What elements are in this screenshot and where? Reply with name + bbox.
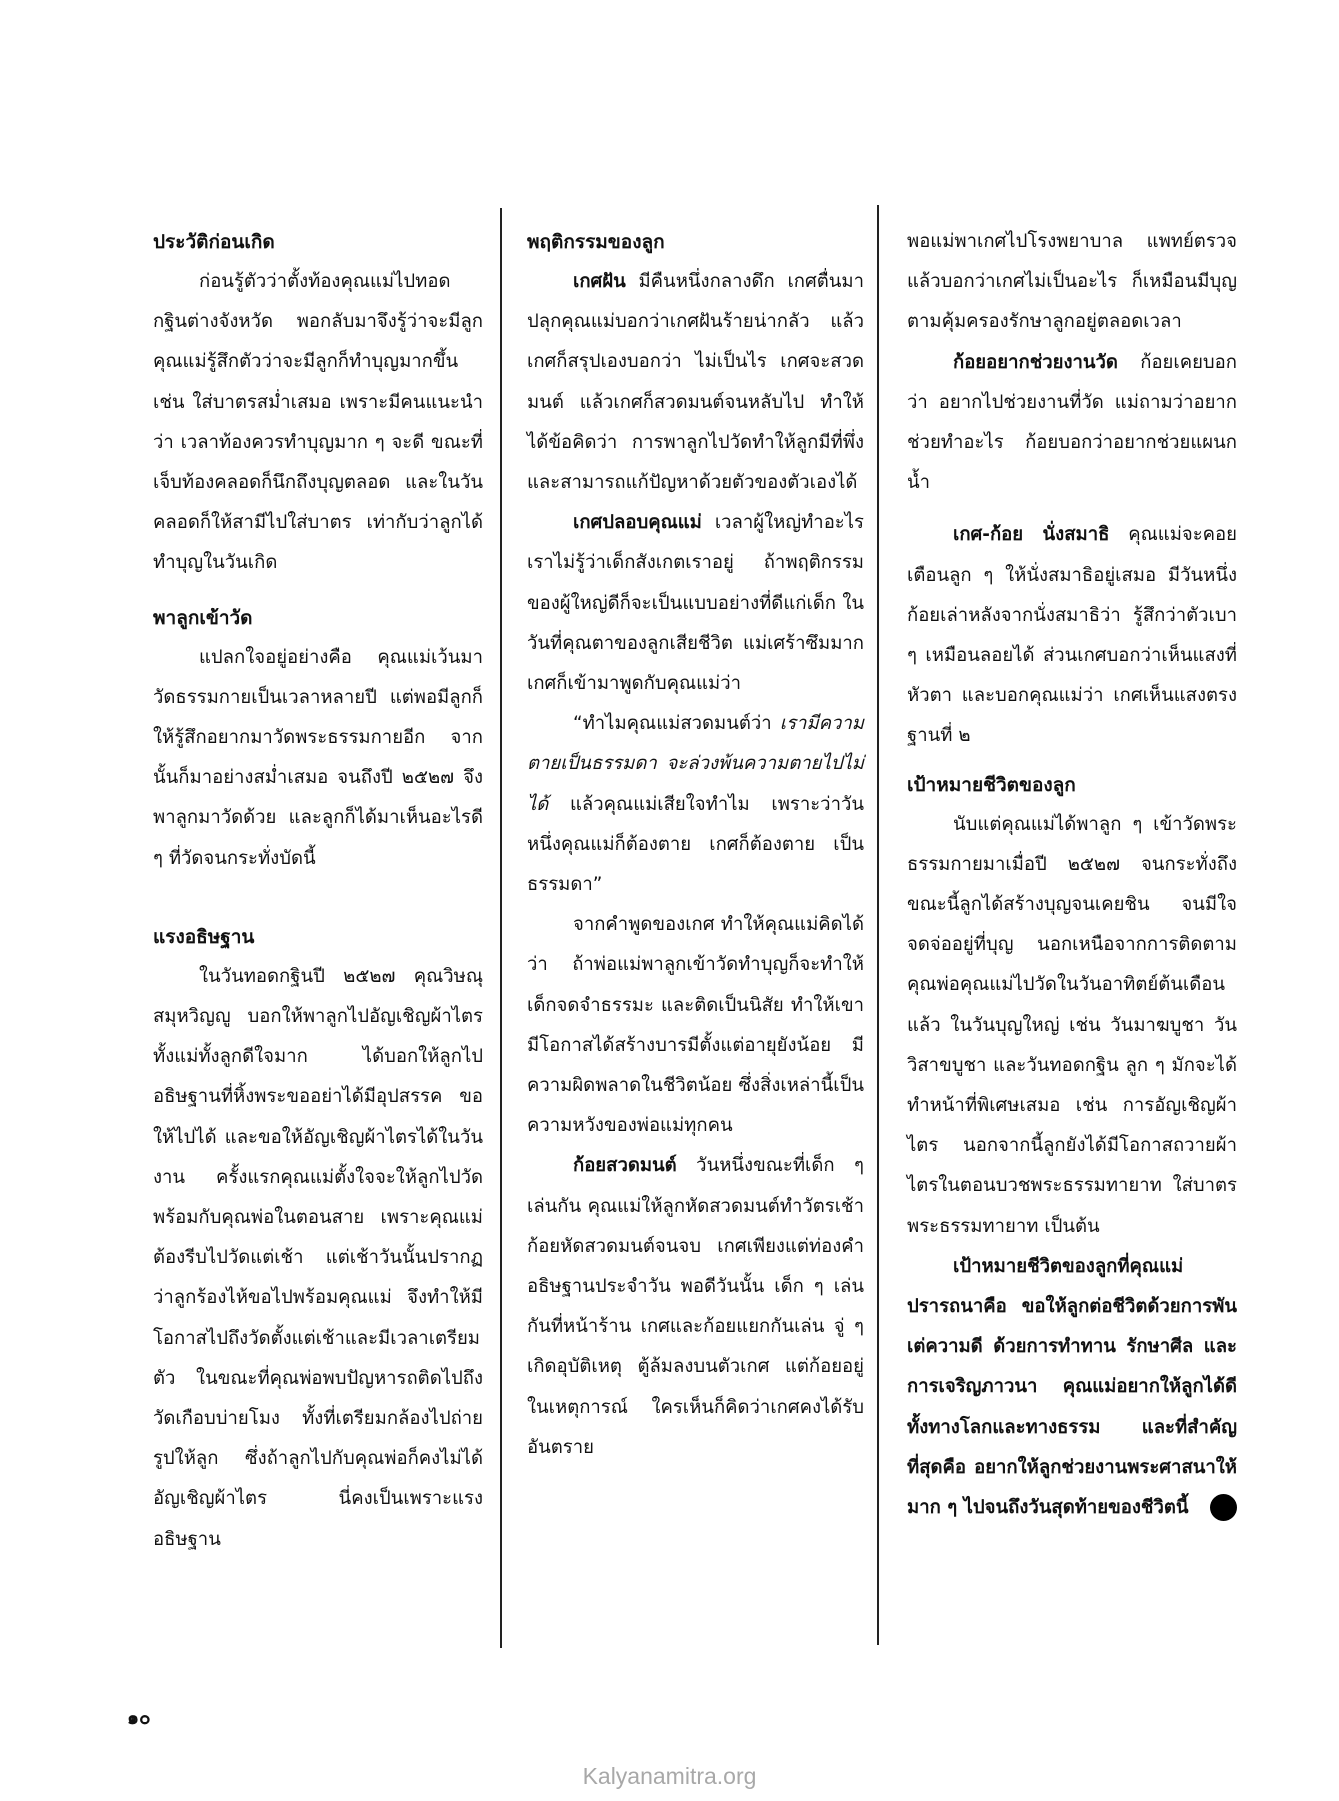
text-koi-chants: วันหนึ่งขณะที่เด็ก ๆ เล่นกัน คุณแม่ให้ลูกหัดสวดมนต์ทำวัตรเช้า ก้อยหัดสวดมนต์จนจบ เกศเพียงแต่ท่องคำอธิษฐานประจำวัน พอดีวันนั้น เด็ก ๆ เล่นกันที่หน้าร้าน เกศและก้อยแยกกันเล่น จู่ ๆ เกิดอุบัติเหตุ ตู้ล้มลงบนตัวเกศ แต่ก้อยอยู่ในเหตุการณ์ ใครเห็นก็คิดว่าเกศคงได้รับอันตราย	[527, 1155, 864, 1458]
column-3	[907, 222, 1237, 1528]
subheading-koi-helps-temple: ก้อยอยากช่วยงานวัด	[953, 351, 1118, 373]
heading-life-goal: เป้าหมายชีวิตของลูก	[907, 773, 1076, 796]
text-ket-dream: มีคืนหนึ่งกลางดึก เกศตื่นมาปลุกคุณแม่บอกว่าเกศฝันร้ายน่ากลัว แล้วเกศก็สรุปเองบอกว่า ไม่เป็นไร เกศจะสวดมนต์ แล้วเกศก็สวดมนต์จนหลับไป ทำให้ได้ข้อคิดว่า การพาลูกไปวัดทำให้ลูกมีที่พึ่งและสามารถแก้ปัญหาด้วยตัวของตัวเองได้	[527, 271, 864, 494]
paragraph-ket-dream	[527, 262, 864, 503]
heading-bring-child-to-temple: พาลูกเข้าวัด	[153, 606, 253, 629]
paragraph-ket-comforts-mother	[527, 503, 864, 704]
subheading-meditation: เกศ-ก้อย นั่งสมาธิ	[953, 524, 1110, 546]
paragraph-quote	[527, 704, 864, 905]
column-divider-right	[877, 205, 879, 1645]
heading-power-of-wish: แรงอธิษฐาน	[153, 925, 255, 948]
column-1	[153, 222, 483, 1560]
text-mother-wish: เป้าหมายชีวิตของลูกที่คุณแม่ปรารถนาคือ ขอให้ลูกต่อชีวิตด้วยการพันเต่ความดี ด้วยการทำทาน รักษาศีล และการเจริญภาวนา คุณแม่อยากให้ลูกได้ดีทั้งทางโลกและทางธรรม และที่สำคัญที่สุดคือ อยากให้ลูกช่วยงานพระศาสนาให้มาก ๆ ไปจนถึงวันสุดท้ายของชีวิตนี้	[907, 1255, 1237, 1519]
paragraph-before-birth: ก่อนรู้ตัวว่าตั้งท้องคุณแม่ไปทอดกฐินต่างจังหวัด พอกลับมาจึงรู้ว่าจะมีลูก คุณแม่รู้สึกตัวว่าจะมีลูกก็ทำบุญมากขึ้น เช่น ใส่บาตรสม่ำเสมอ เพราะมีคนแนะนำว่า เวลาท้องควรทำบุญมาก ๆ จะดี ขณะที่เจ็บท้องคลอดก็นึกถึงบุญตลอด และในวันคลอดก็ให้สามีไปใส่บาตร เท่ากับว่าลูกได้ทำบุญในวันเกิด	[153, 271, 483, 574]
column-2	[527, 222, 864, 1468]
paragraph-power-of-wish: ในวันทอดกฐินปี ๒๕๒๗ คุณวิษณุ สมุหวิญญู บอกให้พาลูกไปอัญเชิญผ้าไตร ทั้งแม่ทั้งลูกดีใจมาก ได้บอกให้ลูกไปอธิษฐานที่หิ้งพระขออย่าได้มีอุปสรรค ขอให้ไปได้ และขอให้อัญเชิญผ้าไตรได้ในวันงาน ครั้งแรกคุณแม่ตั้งใจจะให้ลูกไปวัดพร้อมกับคุณพ่อในตอนสาย เพราะคุณแม่ต้องรีบไปวัดแต่เช้า แต่เช้าวันนั้นปรากฏว่าลูกร้องไห้ขอไปพร้อมคุณแม่ จึงทำให้มีโอกาสไปถึงวัดตั้งแต่เช้าและมีเวลาเตรียมตัว ในขณะที่คุณพ่อพบปัญหารถติดไปถึงวัดเกือบบ่ายโมง ทั้งที่เตรียมกล้องไปถ่ายรูปให้ลูก ซึ่งถ้าลูกไปกับคุณพ่อก็คงไม่ได้อัญเชิญผ้าไตร นี่คงเป็นเพราะแรงอธิษฐาน	[153, 965, 483, 1550]
heading-before-birth: ประวัติก่อนเกิด	[153, 231, 275, 253]
watermark: Kalyanamitra.org	[582, 1763, 757, 1789]
heading-child-behavior: พฤติกรรมของลูก	[527, 231, 665, 253]
subheading-koi-chants: ก้อยสวดมนต์	[573, 1155, 677, 1177]
text-ket-comforts-mother: เวลาผู้ใหญ่ทำอะไร เราไม่รู้ว่าเด็กสังเกตเราอยู่ ถ้าพฤติกรรมของผู้ใหญ่ดีก็จะเป็นแบบอย่างที่ดีแก่เด็ก ในวันที่คุณตาของลูกเสียชีวิต แม่เศร้าซึมมาก เกศก็เข้ามาพูดกับคุณแม่ว่า	[527, 512, 864, 695]
subheading-ket-dream: เกศฝัน	[573, 271, 626, 292]
subheading-ket-comforts-mother: เกศปลอบคุณแม่	[573, 512, 702, 534]
paragraph-koi-helps-temple	[907, 343, 1237, 504]
paragraph-koi-chants	[527, 1146, 864, 1468]
paragraph-meditation	[907, 515, 1237, 756]
paragraph-bring-child-to-temple: แปลกใจอยู่อย่างคือ คุณแม่เว้นมาวัดธรรมกายเป็นเวลาหลายปี แต่พอมีลูกก็ให้รู้สึกอยากมาวัดพระธรรมกายอีก จากนั้นก็มาอย่างสม่ำเสมอ จนถึงปี ๒๕๒๗ จึงพาลูกมาวัดด้วย และลูกก็ได้มาเห็นอะไรดี ๆ ที่วัดจนกระทั่งบัดนี้	[153, 646, 483, 869]
paragraph-mother-wish	[907, 1247, 1237, 1528]
quote-text-a: “ทำไมคุณแม่สวดมนต์ว่า	[573, 713, 780, 735]
page-number: ๑๐	[127, 1707, 151, 1729]
text-meditation: คุณแม่จะคอยเตือนลูก ๆ ให้นั่งสมาธิอยู่เสมอ มีวันหนึ่งก้อยเล่าหลังจากนั่งสมาธิว่า รู้สึกว่าตัวเบา ๆ เหมือนลอยได้ ส่วนเกศบอกว่าเห็นแสงที่หัวตา และบอกคุณแม่ว่า เกศเห็นแสงตรงฐานที่ ๒	[907, 524, 1237, 747]
paragraph-lesson: จากคำพูดของเกศ ทำให้คุณแม่คิดได้ว่า ถ้าพ่อแม่พาลูกเข้าวัดทำบุญก็จะทำให้เด็กจดจำธรรมะ และติดเป็นนิสัย ทำให้เขามีโอกาสได้สร้างบารมีตั้งแต่อายุยังน้อย มีความผิดพลาดในชีวิตน้อย ซึ่งสิ่งเหล่านี้เป็นความหวังของพ่อแม่ทุกคน	[527, 914, 864, 1137]
quote-chant: เรามีความตายเป็นธรรมดา จะล่วงพ้นความตายไปไม่ได้	[527, 713, 864, 815]
text-koi-helps-temple: ก้อยเคยบอกว่า อยากไปช่วยงานที่วัด แม่ถามว่าอยากช่วยทำอะไร ก้อยบอกว่าอยากช่วยแผนกน้ำ	[907, 351, 1237, 494]
end-mark-bullet-icon	[1210, 1494, 1237, 1521]
column-divider-left	[500, 208, 502, 1648]
paragraph-hospital: พอแม่พาเกศไปโรงพยาบาล แพทย์ตรวจแล้วบอกว่าเกศไม่เป็นอะไร ก็เหมือนมีบุญตามคุ้มครองรักษาลูกอยู่ตลอดเวลา	[907, 231, 1237, 333]
quote-text-b: แล้วคุณแม่เสียใจทำไม เพราะว่าวันหนึ่งคุณแม่ก็ต้องตาย เกศก็ต้องตาย เป็นธรรมดา”	[527, 793, 864, 896]
paragraph-life-goal: นับแต่คุณแม่ได้พาลูก ๆ เข้าวัดพระธรรมกายมาเมื่อปี ๒๕๒๗ จนกระทั่งถึงขณะนี้ลูกได้สร้างบุญจนเคยชิน จนมีใจจดจ่ออยู่ที่บุญ นอกเหนือจากการติดตามคุณพ่อคุณแม่ไปวัดในวันอาทิตย์ต้นเดือนแล้ว ในวันบุญใหญ่ เช่น วันมาฆบูชา วันวิสาขบูชา และวันทอดกฐิน ลูก ๆ มักจะได้ทำหน้าที่พิเศษเสมอ เช่น การอัญเชิญผ้าไตร นอกจากนี้ลูกยังได้มีโอกาสถวายผ้าไตรในตอนบวชพระธรรมทายาท ใส่บาตรพระธรรมทายาท เป็นต้น	[907, 813, 1237, 1237]
